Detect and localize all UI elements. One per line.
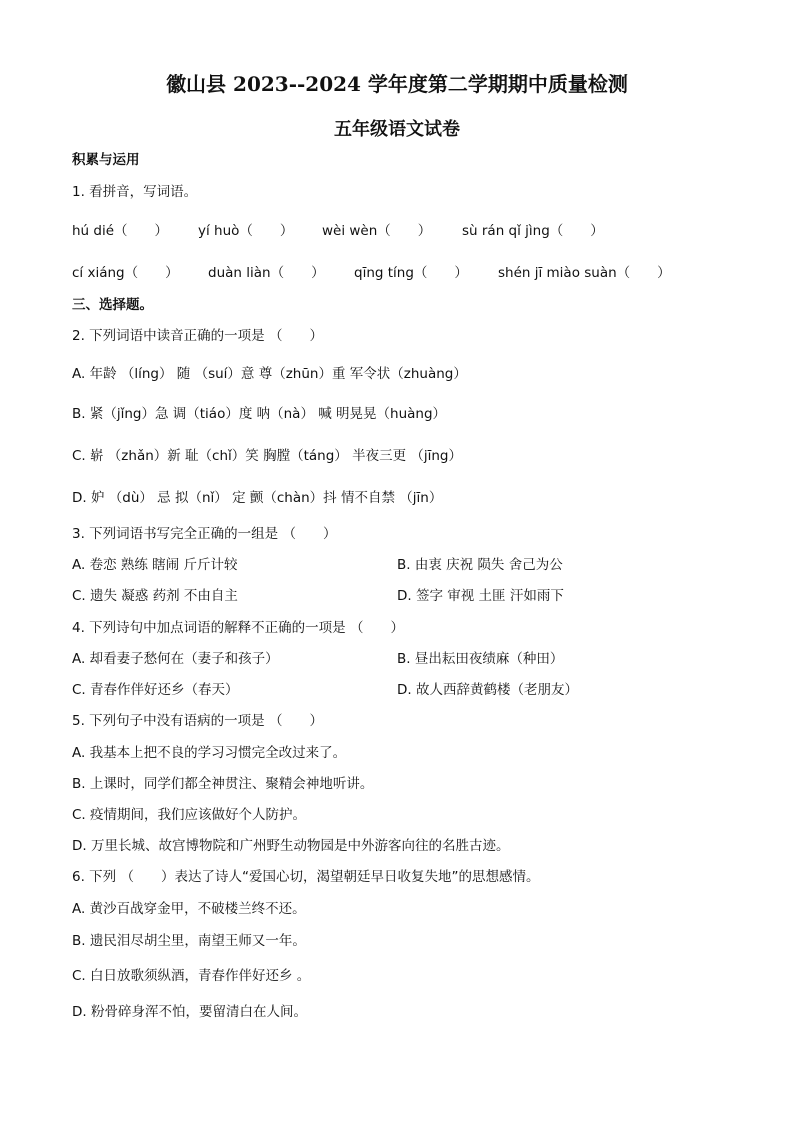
q3-option-b: B. 由衷 庆祝 陨失 舍己为公 [397, 557, 563, 573]
q5-option-d: D. 万里长城、故宫博物院和广州野生动物园是中外游客向往的名胜古迹。 [72, 838, 510, 854]
q6-option-a: A. 黄沙百战穿金甲，不破楼兰终不还。 [72, 901, 306, 917]
section-heading-accumulation: 积累与运用 [72, 152, 140, 168]
q1-pinyin-6: duàn liàn（ ） [208, 265, 325, 281]
exam-subtitle: 五年级语文试卷 [334, 119, 460, 140]
q3-option-a: A. 卷恋 熟练 瞎闹 斤斤计较 [72, 557, 238, 573]
q1-pinyin-7: qīng tíng（ ） [354, 265, 468, 281]
q4-option-b: B. 昼出耘田夜绩麻（种田） [397, 651, 564, 667]
q1-pinyin-1: hú dié（ ） [72, 223, 169, 239]
q3-stem: 3. 下列词语书写完全正确的一组是 （ ） [72, 526, 337, 542]
q5-option-a: A. 我基本上把不良的学习习惯完全改过来了。 [72, 745, 347, 761]
q6-option-d: D. 粉骨碎身浑不怕，要留清白在人间。 [72, 1004, 307, 1020]
q4-option-a: A. 却看妻子愁何在（妻子和孩子） [72, 651, 279, 667]
q1-pinyin-8: shén jī miào suàn（ ） [498, 265, 671, 281]
exam-title: 徽山县 2023--2024 学年度第二学期期中质量检测 [166, 72, 628, 96]
q1-pinyin-5: cí xiáng（ ） [72, 265, 179, 281]
q1-pinyin-4: sù rán qǐ jìng（ ） [462, 223, 604, 239]
q6-option-b: B. 遗民泪尽胡尘里，南望王师又一年。 [72, 933, 306, 949]
q3-option-d: D. 签字 审视 土匪 汗如雨下 [397, 588, 564, 604]
q4-option-c: C. 青春作伴好还乡（春天） [72, 682, 239, 698]
q2-option-a: A. 年龄 （líng） 随 （suí）意 尊（zhūn）重 军令状（zhuàng） [72, 366, 467, 382]
q5-stem: 5. 下列句子中没有语病的一项是 （ ） [72, 713, 323, 729]
q4-option-d: D. 故人西辞黄鹤楼（老朋友） [397, 682, 578, 698]
q5-option-c: C. 疫情期间，我们应该做好个人防护。 [72, 807, 307, 823]
q6-stem: 6. 下列 （ ）表达了诗人“爱国心切，渴望朝廷早日收复失地”的思想感情。 [72, 869, 540, 885]
q3-option-c: C. 遗失 凝惑 药剂 不由自主 [72, 588, 238, 604]
q2-stem: 2. 下列词语中读音正确的一项是 （ ） [72, 328, 323, 344]
q4-stem: 4. 下列诗句中加点词语的解释不正确的一项是 （ ） [72, 620, 404, 636]
q1-pinyin-3: wèi wèn（ ） [322, 223, 432, 239]
q1-pinyin-2: yí huò（ ） [198, 223, 294, 239]
q2-option-d: D. 妒 （dù） 忌 拟（nǐ） 定 颤（chàn）抖 情不自禁 （jīn） [72, 490, 443, 506]
q6-option-c: C. 白日放歌须纵酒，青春作伴好还乡 。 [72, 968, 311, 984]
q2-option-b: B. 紧（jǐng）急 调（tiáo）度 呐（nà） 喊 明晃晃（huàng） [72, 406, 447, 422]
q1-stem: 1. 看拼音，写词语。 [72, 184, 198, 200]
q2-option-c: C. 崭 （zhǎn）新 耻（chǐ）笑 胸膛（táng） 半夜三更 （jīng） [72, 448, 462, 464]
q5-option-b: B. 上课时，同学们都全神贯注、聚精会神地听讲。 [72, 776, 374, 792]
section-heading-choice: 三、选择题。 [72, 297, 153, 313]
